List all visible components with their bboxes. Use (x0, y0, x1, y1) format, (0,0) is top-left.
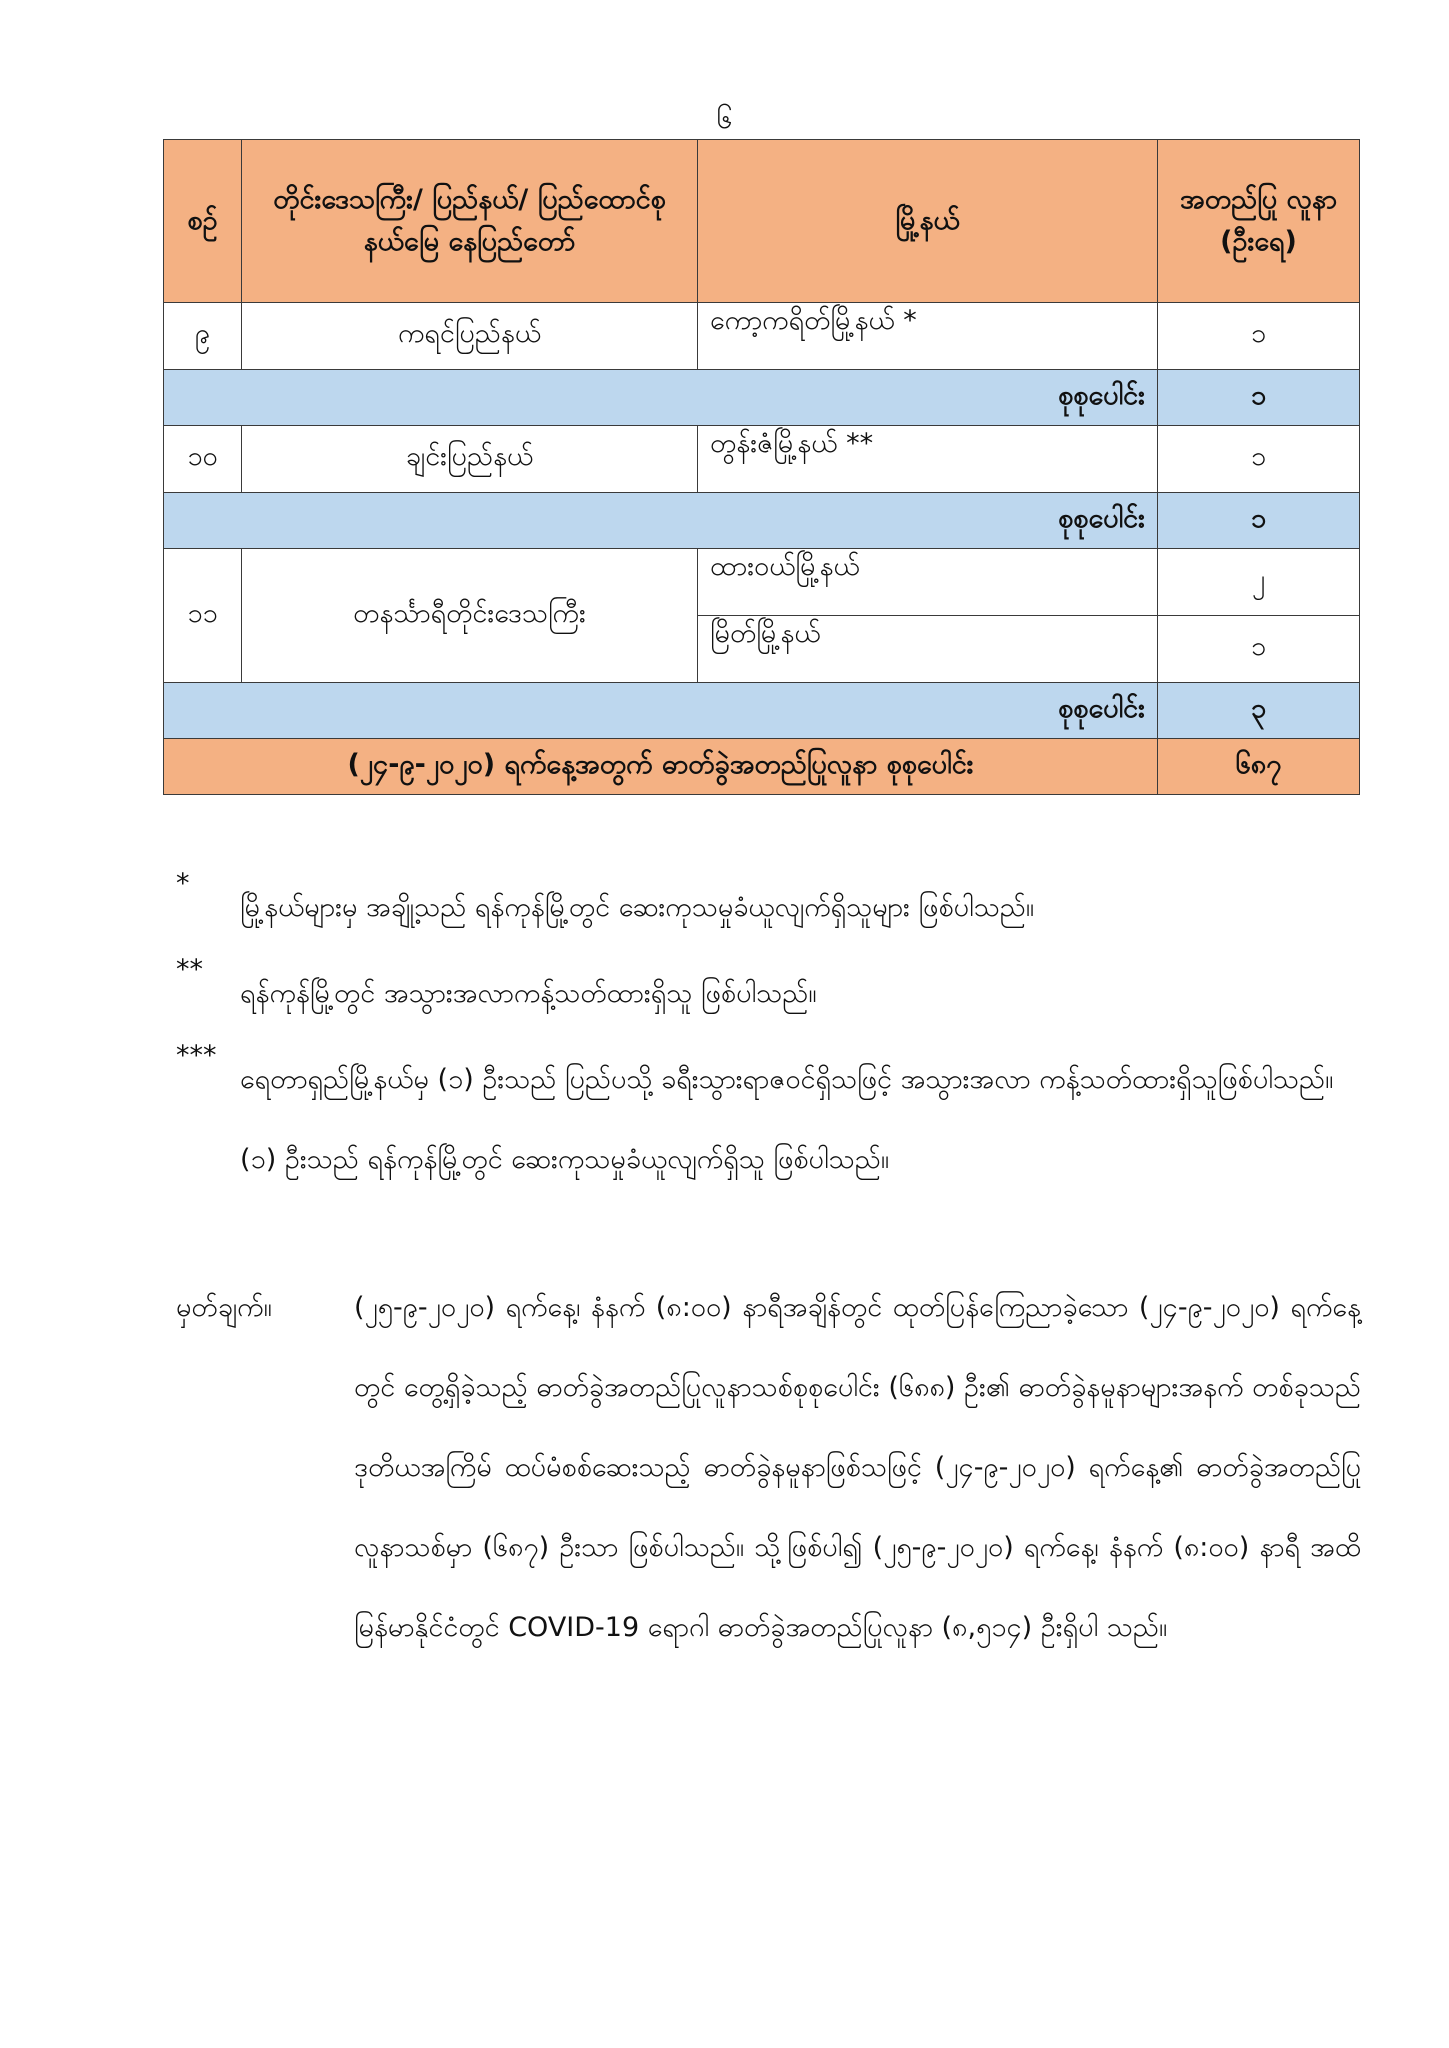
subtotal-value: ၁ (1158, 370, 1360, 426)
footnote (176, 868, 1361, 948)
row-count: ၁ (1158, 303, 1360, 370)
footnotes (176, 868, 1361, 1200)
row-township: မြိတ်မြို့နယ် (698, 616, 1158, 683)
remark-label: မှတ်ချက်။ (176, 1292, 272, 1323)
table-row (164, 426, 1360, 493)
confirmed-cases-table (163, 139, 1360, 795)
subtotal-row (164, 370, 1360, 426)
row-township: ကော့ကရိတ်မြို့နယ် * (698, 303, 1158, 370)
footnote (176, 1040, 1361, 1200)
subtotal-label: စုစုပေါင်း (164, 370, 1158, 426)
row-count: ၂ (1158, 549, 1360, 616)
subtotal-row (164, 683, 1360, 739)
row-township: တွန်းဇံမြို့နယ် ** (698, 426, 1158, 493)
subtotal-label: စုစုပေါင်း (164, 493, 1158, 549)
subtotal-row (164, 493, 1360, 549)
subtotal-label: စုစုပေါင်း (164, 683, 1158, 739)
remark-section (176, 1268, 1361, 1668)
header-confirmed-count: အတည်ပြု လူနာ (ဦးရေ) (1158, 140, 1360, 303)
footnote-marker: * (176, 868, 190, 899)
table-header-row (164, 140, 1360, 303)
footnote-text: ရန်ကုန်မြို့တွင် အသွားအလာကန့်သတ်ထားရှိသူ ဖြစ်ပါသည်။ (240, 978, 817, 1009)
header-serial-no: စဉ် (164, 140, 242, 303)
footnote (176, 954, 1361, 1034)
table-row (164, 303, 1360, 370)
row-township: ထားဝယ်မြို့နယ် (698, 549, 1158, 616)
grand-total-row (164, 739, 1360, 795)
row-count: ၁ (1158, 426, 1360, 493)
footnote-text: ရေတာရှည်မြို့နယ်မှ (၁) ဦးသည် ပြည်ပသို့ ခရီးသွားရာဇဝင်ရှိသဖြင့် အသွားအလာ ကန့်သတ်ထားရှိသူဖြစ်ပါသည်။ (၁) ဦးသည် ရန်ကုန်မြို့တွင် ဆေးကုသမှုခံယူလျက်ရှိသူ ဖြစ်ပါသည်။ (240, 1064, 1334, 1175)
row-count: ၁ (1158, 616, 1360, 683)
row-serial-no: ၁၀ (164, 426, 242, 493)
footnote-marker: ** (176, 954, 203, 985)
row-region: ကရင်ပြည်နယ် (242, 303, 698, 370)
footnote-marker: *** (176, 1040, 217, 1071)
row-serial-no: ၉ (164, 303, 242, 370)
subtotal-value: ၁ (1158, 493, 1360, 549)
grand-total-value: ၆၈၇ (1158, 739, 1360, 795)
row-serial-no: ၁၁ (164, 549, 242, 683)
subtotal-value: ၃ (1158, 683, 1360, 739)
table-row (164, 549, 1360, 616)
page-number: ၆ (716, 102, 733, 135)
remark-text: (၂၅-၉-၂၀၂၀) ရက်နေ့၊ နံနက် (၈:၀၀) နာရီအချိန်တွင် ထုတ်ပြန်ကြေညာခဲ့သော (၂၄-၉-၂၀၂၀) ရက်နေ့တွင် တွေ့ရှိခဲ့သည့် ဓာတ်ခွဲအတည်ပြုလူနာသစ်စုစုပေါင်း (၆၈၈) ဦး၏ ဓာတ်ခွဲနမူနာများအနက် တစ်ခုသည် ဒုတိယအကြိမ် ထပ်မံစစ်ဆေးသည့် ဓာတ်ခွဲနမူနာဖြစ်သဖြင့် (၂၄-၉-၂၀၂၀) ရက်နေ့၏ ဓာတ်ခွဲအတည်ပြုလူနာသစ်မှာ (၆၈၇) ဦးသာ ဖြစ်ပါသည်။ သို့ဖြစ်ပါ၍ (၂၅-၉-၂၀၂၀) ရက်နေ့၊ နံနက် (၈:၀၀) နာရီ အထိ မြန်မာနိုင်ငံတွင် COVID-19 ရောဂါ ဓာတ်ခွဲအတည်ပြုလူနာ (၈,၅၁၄) ဦးရှိပါ သည်။ (354, 1292, 1362, 1643)
header-region: တိုင်းဒေသကြီး/ ပြည်နယ်/ ပြည်ထောင်စုနယ်မြေ နေပြည်တော် (242, 140, 698, 303)
footnote-text: မြို့နယ်များမှ အချို့သည် ရန်ကုန်မြို့တွင် ဆေးကုသမှုခံယူလျက်ရှိသူများ ဖြစ်ပါသည်။ (240, 892, 1035, 923)
grand-total-label: (၂၄-၉-၂၀၂၀) ရက်နေ့အတွက် ဓာတ်ခွဲအတည်ပြုလူနာ စုစုပေါင်း (164, 739, 1158, 795)
row-region: ချင်းပြည်နယ် (242, 426, 698, 493)
header-township: မြို့နယ် (698, 140, 1158, 303)
row-region: တနင်္သာရီတိုင်းဒေသကြီး (242, 549, 698, 683)
